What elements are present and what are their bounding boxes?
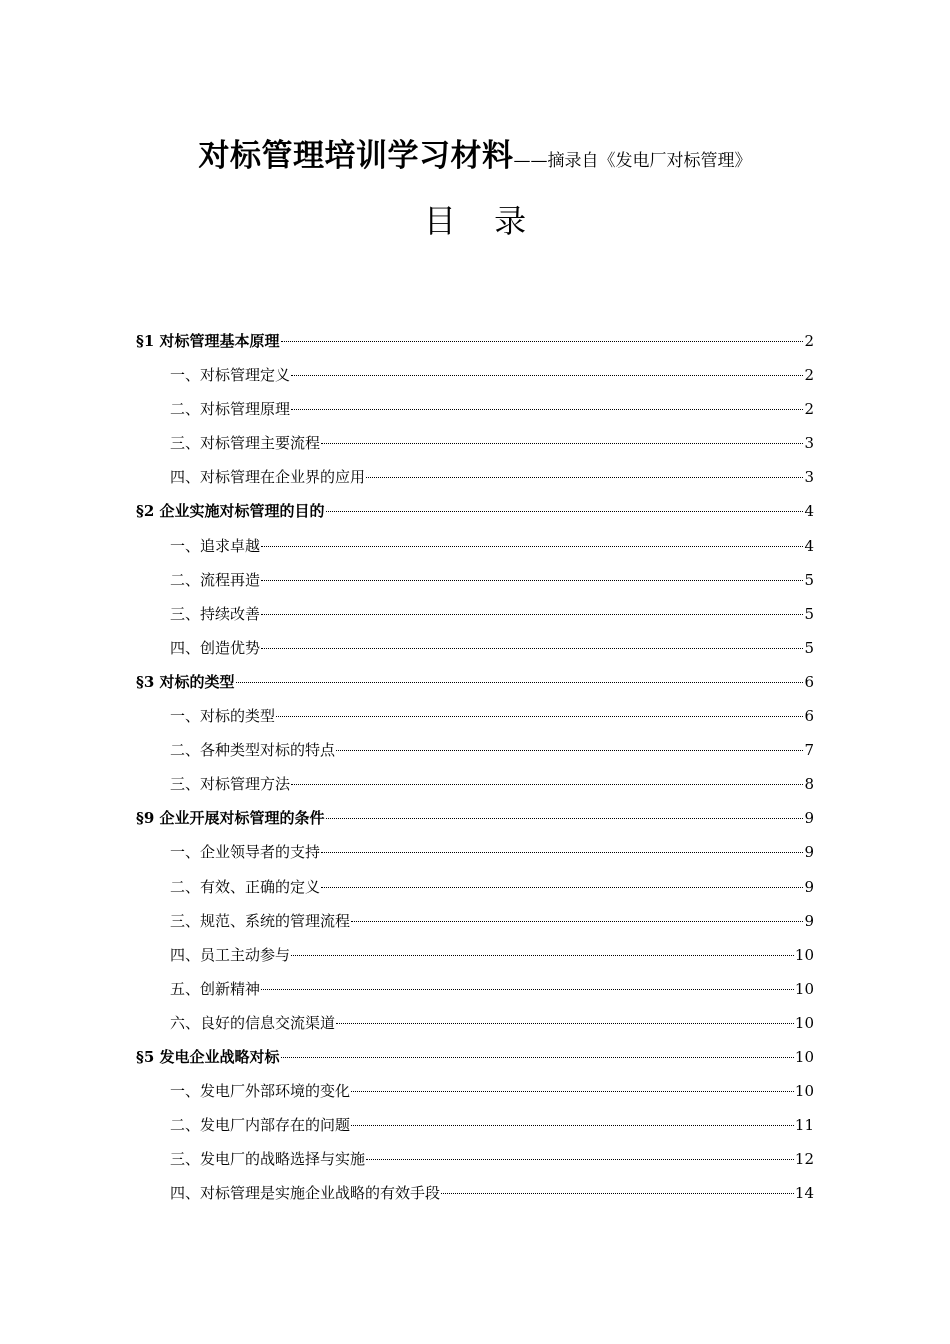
toc-dot-leader [291,784,803,785]
toc-page-number: 2 [804,332,814,350]
toc-subsection-entry[interactable] [136,972,814,1006]
toc-page-number: 10 [794,1082,814,1101]
toc-entry-title: 三、对标管理方法 [170,775,291,794]
document-title: 对标管理培训学习材料 [198,138,514,174]
document-subtitle: ——摘录自《发电厂对标管理》 [513,151,752,171]
toc-dot-leader [236,682,804,683]
toc-dot-leader [276,716,803,717]
toc-entry-title: 四、对标管理在企业界的应用 [170,468,366,487]
toc-entry-title: 一、追求卓越 [170,536,261,555]
toc-dot-leader [281,341,804,342]
toc-dot-leader [351,921,803,922]
toc-subsection-entry[interactable] [136,1074,814,1108]
toc-dot-leader [336,1023,794,1024]
toc-dot-leader [291,409,803,410]
toc-entry-title: 三、发电厂的战略选择与实施 [170,1150,366,1169]
toc-dot-leader [321,852,803,853]
toc-subsection-entry[interactable] [136,460,814,494]
toc-page-number: 6 [804,672,814,691]
toc-page-number: 7 [804,741,814,760]
toc-subsection-entry[interactable] [136,392,814,426]
toc-dot-leader [261,546,803,547]
toc-page-number: 2 [804,400,814,419]
toc-page-number: 3 [804,434,814,453]
toc-subsection-entry[interactable] [136,870,814,904]
table-of-contents [136,324,814,1210]
document-title-line [0,130,950,175]
toc-entry-title: 二、有效、正确的定义 [170,877,321,896]
toc-subsection-entry[interactable] [136,733,814,767]
toc-subsection-entry[interactable] [136,1142,814,1176]
toc-entry-title: §2 企业实施对标管理的目的 [136,502,325,521]
toc-page-number: 3 [804,468,814,487]
toc-dot-leader [336,750,803,751]
toc-section-entry[interactable] [136,494,814,528]
toc-dot-leader [441,1193,794,1194]
toc-dot-leader [326,818,804,819]
toc-heading: 目 录 [423,202,541,240]
toc-entry-title: 一、企业领导者的支持 [170,843,321,862]
toc-entry-title: 二、流程再造 [170,570,261,589]
toc-page-number: 4 [804,536,814,555]
toc-page-number: 4 [804,502,814,521]
toc-dot-leader [281,1057,794,1058]
toc-entry-title: 四、创造优势 [170,638,261,657]
toc-subsection-entry[interactable] [136,904,814,938]
toc-subsection-entry[interactable] [136,563,814,597]
toc-dot-leader [351,1125,794,1126]
toc-entry-title: 六、良好的信息交流渠道 [170,1013,336,1032]
toc-entry-title: §9 企业开展对标管理的条件 [136,809,325,828]
toc-entry-title: 二、对标管理原理 [170,400,291,419]
toc-subsection-entry[interactable] [136,767,814,801]
toc-subsection-entry[interactable] [136,1176,814,1210]
toc-entry-title: 五、创新精神 [170,979,261,998]
toc-entry-title: 三、对标管理主要流程 [170,434,321,453]
toc-page-number: 9 [804,877,814,896]
toc-page-number: 10 [794,1013,814,1032]
toc-dot-leader [261,989,794,990]
toc-subsection-entry[interactable] [136,1006,814,1040]
toc-dot-leader [321,887,803,888]
toc-entry-title: 二、各种类型对标的特点 [170,741,336,760]
toc-subsection-entry[interactable] [136,631,814,665]
toc-page-number: 9 [804,809,814,828]
toc-subsection-entry[interactable] [136,358,814,392]
toc-subsection-entry[interactable] [136,426,814,460]
toc-section-entry[interactable] [136,665,814,699]
toc-subsection-entry[interactable] [136,938,814,972]
toc-page-number: 2 [804,366,814,385]
toc-page-number: 10 [794,979,814,998]
toc-dot-leader [291,955,794,956]
toc-page-number: 12 [794,1150,814,1169]
toc-page-number: 5 [804,570,814,589]
toc-entry-title: 一、发电厂外部环境的变化 [170,1082,351,1101]
toc-dot-leader [261,580,803,581]
toc-section-entry[interactable] [136,1040,814,1074]
toc-dot-leader [261,648,803,649]
toc-section-entry[interactable] [136,801,814,835]
toc-entry-title: §5 发电企业战略对标 [136,1047,280,1066]
toc-entry-title: §1 对标管理基本原理 [136,332,280,350]
toc-page-number: 5 [804,638,814,657]
toc-subsection-entry[interactable] [136,1108,814,1142]
toc-dot-leader [321,443,803,444]
toc-page-number: 8 [804,775,814,794]
toc-page-number: 9 [804,843,814,862]
toc-page-number: 5 [804,604,814,623]
toc-page-number: 11 [794,1116,814,1135]
toc-page-number: 14 [794,1184,814,1203]
toc-subsection-entry[interactable] [136,597,814,631]
toc-dot-leader [326,511,804,512]
toc-dot-leader [351,1091,794,1092]
toc-page-number: 6 [804,707,814,726]
toc-page-number: 10 [794,945,814,964]
toc-dot-leader [366,1159,794,1160]
toc-section-entry[interactable] [136,324,814,358]
toc-entry-title: 一、对标管理定义 [170,366,291,385]
toc-entry-title: §3 对标的类型 [136,672,235,691]
toc-subsection-entry[interactable] [136,529,814,563]
toc-entry-title: 三、持续改善 [170,604,261,623]
toc-dot-leader [261,614,803,615]
toc-entry-title: 四、对标管理是实施企业战略的有效手段 [170,1184,441,1203]
toc-dot-leader [291,375,803,376]
toc-entry-title: 三、规范、系统的管理流程 [170,911,351,930]
toc-entry-title: 四、员工主动参与 [170,945,291,964]
toc-subsection-entry[interactable] [136,835,814,869]
toc-entry-title: 二、发电厂内部存在的问题 [170,1116,351,1135]
toc-page-number: 10 [794,1047,814,1066]
toc-subsection-entry[interactable] [136,699,814,733]
toc-dot-leader [366,477,803,478]
toc-entry-title: 一、对标的类型 [170,707,276,726]
toc-page-number: 9 [804,911,814,930]
